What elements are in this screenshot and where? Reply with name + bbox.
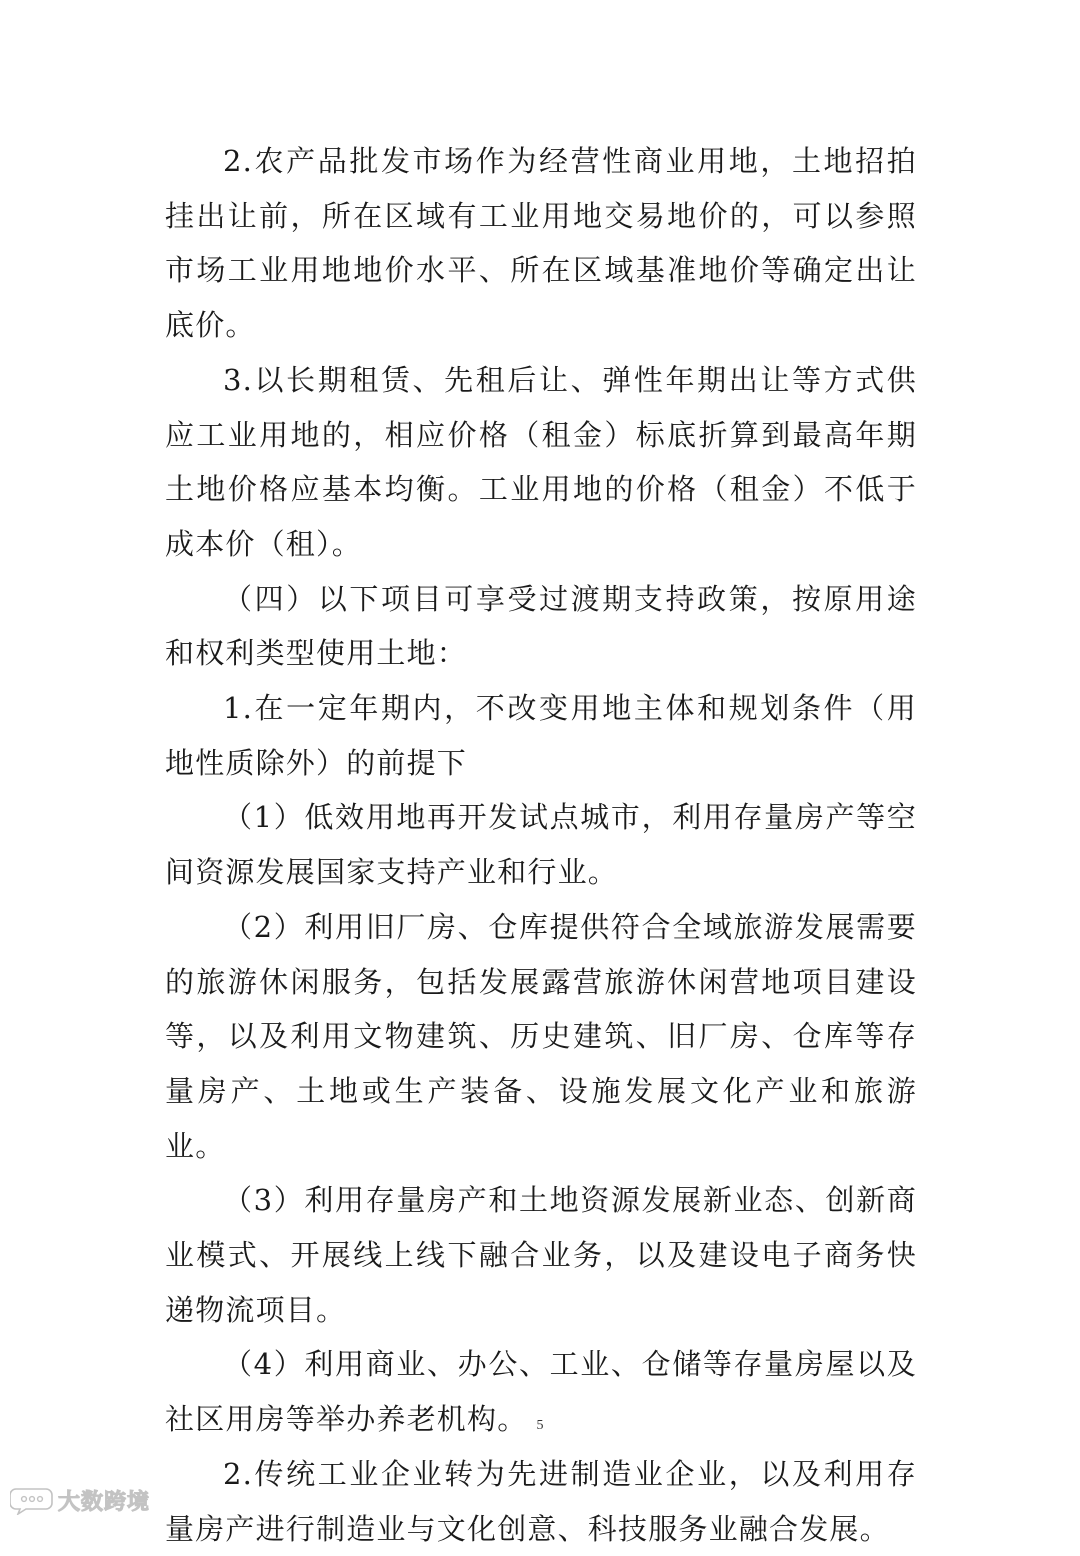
watermark-text: 大数跨境 [58,1489,151,1515]
paragraph-clause-3: （3）利用存量房产和土地资源发展新业态、创新商业模式、开展线上线下融合业务，以及建设电子商务快递物流项目。 [165,1183,917,1327]
paragraph-clause-1: （1）低效用地再开发试点城市，利用存量房产等空间资源发展国家支持产业和行业。 [165,800,917,890]
paragraph-section-4: （四）以下项目可享受过渡期支持政策，按原用途和权利类型使用土地： [165,581,917,671]
paragraph-subitem-1: 1.在一定年期内，不改变用地主体和规划条件（用地性质除外）的前提下 [165,691,917,780]
paragraph-item-3: 3.以长期租赁、先租后让、弹性年期出让等方式供应工业用地的，相应价格（租金）标底折算到最高年期土地价格应基本均衡。工业用地的价格（租金）不低于成本价（租）。 [165,362,917,561]
paragraph-item-2: 2.农产品批发市场作为经营性商业用地，土地招拍挂出让前，所在区域有工业用地交易地价的，可以参照市场工业用地地价水平、所在区域基准地价等确定出让底价。 [165,144,917,343]
paragraph-clause-4: （4）利用商业、办公、工业、仓储等存量房屋以及社区用房等举办养老机构。 [165,1347,917,1437]
page-number: 5 [536,1418,544,1433]
document-body [165,134,917,1556]
watermark [10,1484,150,1516]
chat-bubble-logo-icon [10,1485,54,1515]
paragraph-clause-2: （2）利用旧厂房、仓库提供符合全域旅游发展需要的旅游休闲服务，包括发展露营旅游休闲营地项目建设等，以及利用文物建筑、历史建筑、旧厂房、仓库等存量房产、土地或生产装备、设施发展文化产业和旅游业。 [165,909,917,1163]
paragraph-subitem-2: 2.传统工业企业转为先进制造业企业，以及利用存量房产进行制造业与文化创意、科技服务业融合发展。 [165,1456,917,1546]
